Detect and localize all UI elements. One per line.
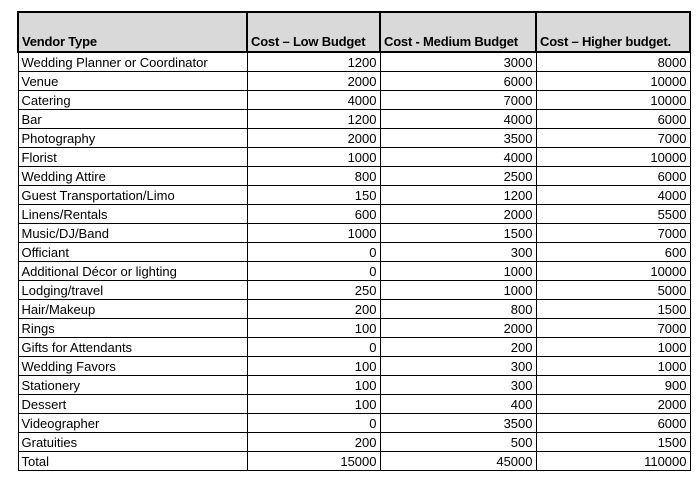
- vendor-type-cell: Photography: [18, 129, 247, 148]
- medium-budget-cell: 4000: [380, 148, 536, 167]
- medium-budget-cell: 500: [380, 433, 536, 452]
- medium-budget-cell: 800: [380, 300, 536, 319]
- table-row: [18, 72, 690, 91]
- higher-budget-cell: 600: [536, 243, 690, 262]
- table-row: [18, 376, 690, 395]
- vendor-type-cell: Bar: [18, 110, 247, 129]
- total-row: [18, 452, 690, 471]
- higher-budget-cell: 1500: [536, 300, 690, 319]
- higher-budget-cell: 7000: [536, 319, 690, 338]
- total-low-budget: 15000: [247, 452, 380, 471]
- table-row: [18, 262, 690, 281]
- total-medium-budget: 45000: [380, 452, 536, 471]
- higher-budget-cell: 10000: [536, 148, 690, 167]
- low-budget-cell: 0: [247, 243, 380, 262]
- table-row: [18, 52, 690, 72]
- medium-budget-cell: 4000: [380, 110, 536, 129]
- table-row: [18, 395, 690, 414]
- vendor-type-cell: Dessert: [18, 395, 247, 414]
- higher-budget-cell: 2000: [536, 395, 690, 414]
- low-budget-cell: 250: [247, 281, 380, 300]
- low-budget-cell: 600: [247, 205, 380, 224]
- table-body: [18, 52, 690, 471]
- table-row: [18, 110, 690, 129]
- low-budget-cell: 1200: [247, 52, 380, 72]
- higher-budget-cell: 6000: [536, 167, 690, 186]
- higher-budget-cell: 1000: [536, 357, 690, 376]
- low-budget-cell: 1000: [247, 148, 380, 167]
- vendor-type-cell: Videographer: [18, 414, 247, 433]
- table-row: [18, 91, 690, 110]
- low-budget-cell: 100: [247, 395, 380, 414]
- header-cost-low-budget: Cost – Low Budget: [247, 12, 380, 52]
- vendor-type-cell: Florist: [18, 148, 247, 167]
- table-row: [18, 148, 690, 167]
- higher-budget-cell: 5000: [536, 281, 690, 300]
- table-row: [18, 319, 690, 338]
- medium-budget-cell: 300: [380, 357, 536, 376]
- vendor-type-cell: Guest Transportation/Limo: [18, 186, 247, 205]
- total-higher-budget: 110000: [536, 452, 690, 471]
- vendor-type-cell: Catering: [18, 91, 247, 110]
- vendor-type-cell: Rings: [18, 319, 247, 338]
- medium-budget-cell: 3000: [380, 52, 536, 72]
- vendor-type-cell: Linens/Rentals: [18, 205, 247, 224]
- table-row: [18, 300, 690, 319]
- low-budget-cell: 200: [247, 433, 380, 452]
- medium-budget-cell: 200: [380, 338, 536, 357]
- low-budget-cell: 200: [247, 300, 380, 319]
- vendor-type-cell: Wedding Attire: [18, 167, 247, 186]
- medium-budget-cell: 7000: [380, 91, 536, 110]
- higher-budget-cell: 900: [536, 376, 690, 395]
- vendor-type-cell: Venue: [18, 72, 247, 91]
- medium-budget-cell: 2000: [380, 205, 536, 224]
- medium-budget-cell: 1500: [380, 224, 536, 243]
- medium-budget-cell: 400: [380, 395, 536, 414]
- low-budget-cell: 100: [247, 376, 380, 395]
- higher-budget-cell: 5500: [536, 205, 690, 224]
- medium-budget-cell: 3500: [380, 414, 536, 433]
- medium-budget-cell: 1200: [380, 186, 536, 205]
- header-cost-higher-budget: Cost – Higher budget.: [536, 12, 690, 52]
- higher-budget-cell: 10000: [536, 72, 690, 91]
- vendor-type-cell: Additional Décor or lighting: [18, 262, 247, 281]
- low-budget-cell: 150: [247, 186, 380, 205]
- medium-budget-cell: 300: [380, 376, 536, 395]
- medium-budget-cell: 6000: [380, 72, 536, 91]
- table-row: [18, 281, 690, 300]
- table-row: [18, 338, 690, 357]
- vendor-type-cell: Officiant: [18, 243, 247, 262]
- medium-budget-cell: 300: [380, 243, 536, 262]
- table-row: [18, 167, 690, 186]
- wedding-budget-table: [17, 11, 691, 471]
- vendor-type-cell: Wedding Favors: [18, 357, 247, 376]
- header-row: [18, 12, 690, 52]
- low-budget-cell: 100: [247, 357, 380, 376]
- low-budget-cell: 2000: [247, 129, 380, 148]
- medium-budget-cell: 1000: [380, 281, 536, 300]
- higher-budget-cell: 1000: [536, 338, 690, 357]
- table-row: [18, 129, 690, 148]
- header-cost-medium-budget: Cost - Medium Budget: [380, 12, 536, 52]
- table-row: [18, 205, 690, 224]
- higher-budget-cell: 7000: [536, 129, 690, 148]
- vendor-type-cell: Lodging/travel: [18, 281, 247, 300]
- medium-budget-cell: 3500: [380, 129, 536, 148]
- low-budget-cell: 0: [247, 262, 380, 281]
- vendor-type-cell: Music/DJ/Band: [18, 224, 247, 243]
- low-budget-cell: 1000: [247, 224, 380, 243]
- total-label: Total: [18, 452, 247, 471]
- low-budget-cell: 100: [247, 319, 380, 338]
- vendor-type-cell: Wedding Planner or Coordinator: [18, 52, 247, 72]
- higher-budget-cell: 6000: [536, 414, 690, 433]
- table-row: [18, 243, 690, 262]
- vendor-type-cell: Stationery: [18, 376, 247, 395]
- vendor-type-cell: Gifts for Attendants: [18, 338, 247, 357]
- low-budget-cell: 2000: [247, 72, 380, 91]
- vendor-type-cell: Gratuities: [18, 433, 247, 452]
- low-budget-cell: 0: [247, 338, 380, 357]
- low-budget-cell: 0: [247, 414, 380, 433]
- low-budget-cell: 800: [247, 167, 380, 186]
- higher-budget-cell: 4000: [536, 186, 690, 205]
- higher-budget-cell: 6000: [536, 110, 690, 129]
- higher-budget-cell: 10000: [536, 91, 690, 110]
- low-budget-cell: 1200: [247, 110, 380, 129]
- medium-budget-cell: 1000: [380, 262, 536, 281]
- higher-budget-cell: 10000: [536, 262, 690, 281]
- low-budget-cell: 4000: [247, 91, 380, 110]
- table-row: [18, 186, 690, 205]
- header-vendor-type: Vendor Type: [18, 12, 247, 52]
- table-row: [18, 414, 690, 433]
- higher-budget-cell: 7000: [536, 224, 690, 243]
- table-row: [18, 433, 690, 452]
- medium-budget-cell: 2000: [380, 319, 536, 338]
- table-header: [18, 12, 690, 52]
- medium-budget-cell: 2500: [380, 167, 536, 186]
- vendor-type-cell: Hair/Makeup: [18, 300, 247, 319]
- higher-budget-cell: 8000: [536, 52, 690, 72]
- table-row: [18, 357, 690, 376]
- table-row: [18, 224, 690, 243]
- higher-budget-cell: 1500: [536, 433, 690, 452]
